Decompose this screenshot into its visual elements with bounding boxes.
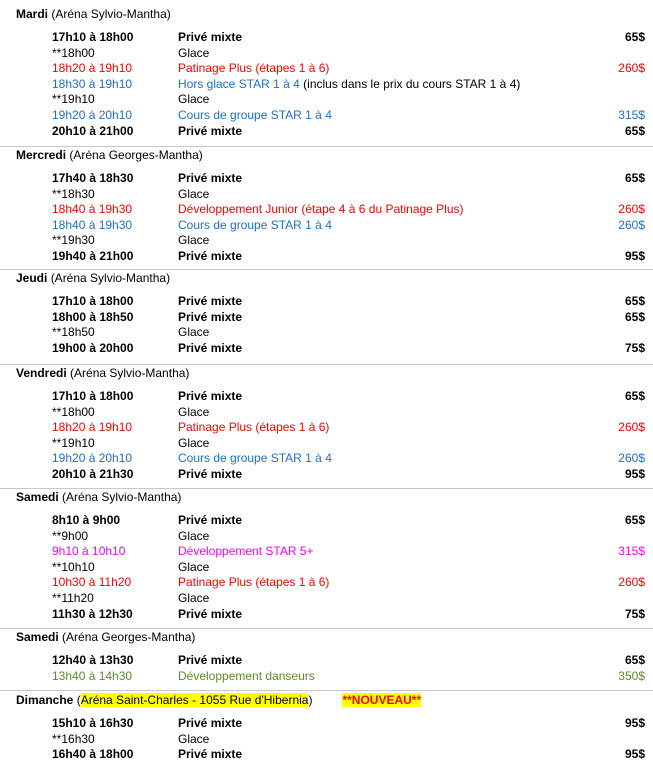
time-slot: 19h20 à 20h10 xyxy=(52,108,133,122)
activity-name xyxy=(178,419,329,435)
time-slot: 20h10 à 21h30 xyxy=(52,467,134,481)
activity-name xyxy=(178,404,209,420)
schedule-row xyxy=(0,217,653,233)
price: 260$ xyxy=(618,575,645,590)
schedule-row xyxy=(0,76,653,92)
schedule-row xyxy=(0,29,653,45)
time-slot: 18h40 à 19h30 xyxy=(52,202,133,217)
activity-name xyxy=(178,528,209,544)
activity-label: Privé mixte xyxy=(178,389,243,403)
time-slot: **11h20 xyxy=(52,591,94,605)
time-slot: 19h00 à 20h00 xyxy=(52,340,134,355)
activity-label: Cours de groupe STAR 1 à 4 xyxy=(178,217,332,232)
schedule-row xyxy=(0,574,653,590)
section-divider xyxy=(0,690,653,691)
price: 65$ xyxy=(624,653,645,667)
time-slot: 18h00 à 18h50 xyxy=(52,309,134,324)
day-name: Vendredi xyxy=(16,366,67,380)
activity-name xyxy=(178,232,209,248)
activity-name xyxy=(178,606,242,622)
activity-name xyxy=(178,76,520,92)
schedule-row xyxy=(0,450,653,466)
price: 260$ xyxy=(618,61,645,76)
price: 65$ xyxy=(624,171,645,185)
activity-label: Cours de groupe STAR 1 à 4 xyxy=(178,451,332,466)
time-slot: 18h30 à 19h10 xyxy=(52,76,133,91)
schedule-row xyxy=(0,590,653,606)
schedule-row xyxy=(0,60,653,76)
schedule-row xyxy=(0,186,653,202)
time-slot: 19h20 à 20h10 xyxy=(52,451,133,466)
activity-name xyxy=(178,388,242,404)
activity-name xyxy=(178,590,209,606)
activity-label: Glace xyxy=(178,186,210,201)
day-header xyxy=(16,6,171,22)
activity-name xyxy=(178,107,332,123)
activity-label: Privé mixte xyxy=(178,513,243,527)
activity-name xyxy=(178,715,242,731)
time-slot: **10h10 xyxy=(52,559,95,574)
arena-paren-open: ( xyxy=(76,693,81,707)
activity-name xyxy=(178,170,242,186)
activity-name xyxy=(178,435,209,451)
price: 350$ xyxy=(618,668,645,683)
activity-label: Privé mixte xyxy=(178,467,243,481)
schedule-row xyxy=(0,324,653,340)
schedule-row xyxy=(0,559,653,575)
time-slot: 17h10 à 18h00 xyxy=(52,294,134,308)
schedule-row xyxy=(0,388,653,404)
time-slot: **19h10 xyxy=(52,435,95,450)
activity-label: Privé mixte xyxy=(178,716,243,730)
activity-name xyxy=(178,309,242,325)
price: 315$ xyxy=(618,544,645,559)
time-slot: **18h30 xyxy=(52,186,95,201)
schedule-row xyxy=(0,232,653,248)
activity-name xyxy=(178,60,329,76)
activity-label: Privé mixte xyxy=(178,309,243,324)
price: 315$ xyxy=(618,108,645,122)
schedule-row xyxy=(0,419,653,435)
activity-note: (inclus dans le prix du cours STAR 1 à 4) xyxy=(299,76,521,91)
time-slot: **18h50 xyxy=(52,325,95,340)
arena-name: (Aréna Sylvio-Mantha) xyxy=(62,490,182,504)
day-name: Dimanche xyxy=(16,693,74,707)
activity-name xyxy=(178,29,242,45)
activity-label: Glace xyxy=(178,731,210,746)
schedule-row xyxy=(0,340,653,356)
day-header xyxy=(16,629,195,645)
day-header xyxy=(16,147,203,163)
activity-name xyxy=(178,668,315,684)
schedule-row xyxy=(0,466,653,482)
activity-name xyxy=(178,731,209,747)
price: 260$ xyxy=(618,451,645,466)
activity-label: Patinage Plus (étapes 1 à 6) xyxy=(178,575,330,590)
time-slot: **18h00 xyxy=(52,45,95,60)
activity-name xyxy=(178,652,242,668)
day-name: Samedi xyxy=(16,630,59,644)
price: 95$ xyxy=(624,249,645,263)
arena-paren-close: ) xyxy=(308,693,313,707)
activity-label: Glace xyxy=(178,325,210,340)
schedule-row xyxy=(0,528,653,544)
schedule-row xyxy=(0,543,653,559)
price: 65$ xyxy=(624,123,645,138)
activity-name xyxy=(178,746,242,762)
activity-name xyxy=(178,201,464,217)
activity-label: Glace xyxy=(178,591,210,605)
price: 95$ xyxy=(624,467,645,481)
price: 260$ xyxy=(618,202,645,217)
time-slot: **18h00 xyxy=(52,404,95,419)
day-header xyxy=(16,365,189,381)
schedule-row xyxy=(0,293,653,309)
schedule-row xyxy=(0,668,653,684)
day-header xyxy=(16,692,421,708)
arena-name: (Aréna Sylvio-Mantha) xyxy=(70,366,190,380)
new-badge: **NOUVEAU** xyxy=(342,693,422,707)
activity-label: Hors glace STAR 1 à 4 xyxy=(178,76,300,91)
day-name: Mercredi xyxy=(16,148,67,162)
time-slot: 9h10 à 10h10 xyxy=(52,544,126,559)
time-slot: 19h40 à 21h00 xyxy=(52,249,134,263)
activity-label: Glace xyxy=(178,435,210,450)
activity-name xyxy=(178,186,209,202)
activity-name xyxy=(178,466,242,482)
activity-label: Privé mixte xyxy=(178,606,243,621)
price: 95$ xyxy=(624,747,645,762)
activity-name xyxy=(178,248,242,264)
activity-name xyxy=(178,450,332,466)
time-slot: 18h20 à 19h10 xyxy=(52,420,133,435)
schedule-row xyxy=(0,435,653,451)
schedule-row xyxy=(0,512,653,528)
activity-label: Privé mixte xyxy=(178,653,243,667)
price: 95$ xyxy=(624,716,645,730)
price: 260$ xyxy=(618,420,645,435)
schedule-row xyxy=(0,123,653,139)
arena-name-highlighted: Aréna Saint-Charles - 1055 Rue d'Hibernia xyxy=(80,693,309,707)
time-slot: 17h10 à 18h00 xyxy=(52,389,134,403)
activity-name xyxy=(178,559,209,575)
time-slot: 17h40 à 18h30 xyxy=(52,171,134,185)
activity-label: Privé mixte xyxy=(178,249,243,263)
activity-label: Privé mixte xyxy=(178,340,243,355)
activity-label: Développement Junior (étape 4 à 6 du Patinage Plus) xyxy=(178,202,464,217)
schedule-row xyxy=(0,170,653,186)
price: 260$ xyxy=(618,217,645,232)
time-slot: 20h10 à 21h00 xyxy=(52,123,134,138)
time-slot: 18h20 à 19h10 xyxy=(52,61,133,76)
schedule-row xyxy=(0,91,653,107)
schedule-row xyxy=(0,715,653,731)
activity-label: Cours de groupe STAR 1 à 4 xyxy=(178,108,332,122)
price: 65$ xyxy=(624,389,645,403)
activity-label: Patinage Plus (étapes 1 à 6) xyxy=(178,61,330,76)
schedule-row xyxy=(0,45,653,61)
time-slot: 17h10 à 18h00 xyxy=(52,30,134,44)
day-name: Samedi xyxy=(16,490,59,504)
time-slot: **19h10 xyxy=(52,92,95,107)
price: 75$ xyxy=(624,340,645,355)
activity-label: Glace xyxy=(178,404,210,419)
activity-label: Développement STAR 5+ xyxy=(178,544,314,559)
schedule-row xyxy=(0,248,653,264)
activity-label: Privé mixte xyxy=(178,30,243,44)
activity-label: Développement danseurs xyxy=(178,668,315,683)
activity-label: Privé mixte xyxy=(178,747,243,762)
time-slot: **9h00 xyxy=(52,528,89,543)
price: 65$ xyxy=(624,30,645,44)
activity-name xyxy=(178,293,242,309)
activity-label: Patinage Plus (étapes 1 à 6) xyxy=(178,420,330,435)
activity-label: Glace xyxy=(178,92,210,107)
activity-name xyxy=(178,340,242,356)
activity-name xyxy=(178,574,329,590)
activity-label: Glace xyxy=(178,45,210,60)
activity-label: Glace xyxy=(178,233,210,248)
activity-name xyxy=(178,45,209,61)
schedule-row xyxy=(0,652,653,668)
schedule-row xyxy=(0,107,653,123)
schedule-row xyxy=(0,404,653,420)
price: 75$ xyxy=(624,606,645,621)
schedule-row xyxy=(0,746,653,762)
time-slot: 10h30 à 11h20 xyxy=(52,575,132,590)
time-slot: 15h10 à 16h30 xyxy=(52,716,134,730)
day-name: Jeudi xyxy=(16,271,48,285)
time-slot: 8h10 à 9h00 xyxy=(52,513,121,527)
schedule-row xyxy=(0,731,653,747)
activity-name xyxy=(178,217,332,233)
activity-name xyxy=(178,324,209,340)
activity-label: Privé mixte xyxy=(178,171,243,185)
day-header xyxy=(16,489,181,505)
time-slot: 16h40 à 18h00 xyxy=(52,747,134,762)
activity-label: Glace xyxy=(178,528,210,543)
arena-name: (Aréna Sylvio-Mantha) xyxy=(51,7,171,21)
schedule-row xyxy=(0,201,653,217)
day-name: Mardi xyxy=(16,7,49,21)
schedule-row xyxy=(0,606,653,622)
activity-name xyxy=(178,512,242,528)
activity-name xyxy=(178,123,242,139)
time-slot: 11h30 à 12h30 xyxy=(52,606,133,621)
time-slot: 12h40 à 13h30 xyxy=(52,653,134,667)
arena-name: (Aréna Sylvio-Mantha) xyxy=(50,271,171,285)
schedule-row xyxy=(0,309,653,325)
activity-name xyxy=(178,543,314,559)
time-slot: 13h40 à 14h30 xyxy=(52,668,133,683)
activity-label: Glace xyxy=(178,559,210,574)
arena-name: (Aréna Georges-Mantha) xyxy=(62,630,196,644)
activity-label: Privé mixte xyxy=(178,123,243,138)
activity-label: Privé mixte xyxy=(178,294,243,308)
activity-name xyxy=(178,91,209,107)
time-slot: **19h30 xyxy=(52,233,95,248)
time-slot: 18h40 à 19h30 xyxy=(52,217,133,232)
price: 65$ xyxy=(624,294,645,308)
arena-name: (Aréna Georges-Mantha) xyxy=(69,148,203,162)
day-header xyxy=(16,270,170,286)
price: 65$ xyxy=(624,513,645,527)
time-slot: **16h30 xyxy=(52,731,95,746)
price: 65$ xyxy=(624,309,645,324)
